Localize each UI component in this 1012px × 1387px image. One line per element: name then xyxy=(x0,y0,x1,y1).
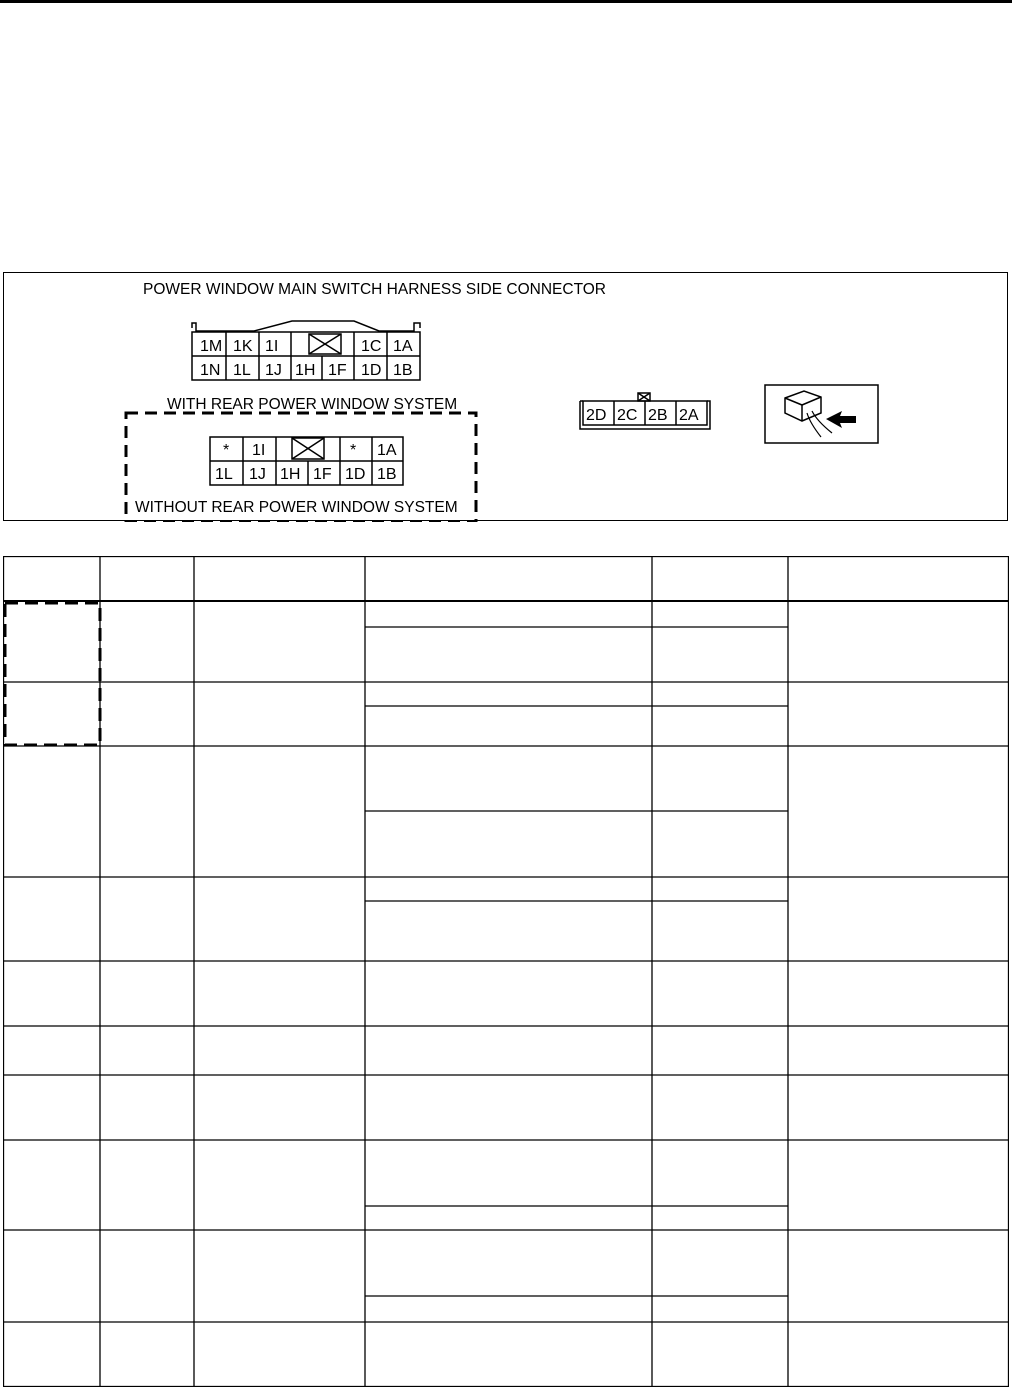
pin-label: 1M xyxy=(200,338,223,355)
pin-label: 1I xyxy=(252,442,266,459)
pin-label: 1H xyxy=(295,362,316,379)
with-rear-label: WITH REAR POWER WINDOW SYSTEM xyxy=(167,396,458,413)
connector-2-pin-labels xyxy=(586,407,699,424)
connector-probe-icon xyxy=(765,385,878,443)
pin-label: 1L xyxy=(215,466,233,483)
pin-label: 1I xyxy=(265,338,279,355)
pin-label: 1D xyxy=(345,466,366,483)
without-rear-label: WITHOUT REAR POWER WINDOW SYSTEM xyxy=(135,499,458,516)
pin-label: 2B xyxy=(648,407,668,424)
data-table xyxy=(3,556,1009,1387)
connector-diagram xyxy=(3,272,1008,521)
pin-label: 1C xyxy=(361,338,382,355)
pin-label: 1N xyxy=(200,362,221,379)
pin-label: 2C xyxy=(617,407,638,424)
pin-label: * xyxy=(223,442,230,459)
diagram-title: POWER WINDOW MAIN SWITCH HARNESS SIDE CONNECTOR xyxy=(143,281,607,298)
pin-label: 1B xyxy=(393,362,413,379)
pin-label: 1A xyxy=(393,338,413,355)
connector-diagram-svg xyxy=(4,273,1009,522)
page-top-rule xyxy=(0,0,1012,3)
pin-label: 1J xyxy=(265,362,282,379)
pin-label: 1A xyxy=(377,442,397,459)
with-rear-pin-labels xyxy=(200,338,413,379)
pin-label: 2A xyxy=(679,407,699,424)
pin-label: 2D xyxy=(586,407,607,424)
pin-label: 1K xyxy=(233,338,253,355)
data-table-grid xyxy=(3,556,1009,1387)
pin-label: 1L xyxy=(233,362,251,379)
pin-label: 1F xyxy=(313,466,332,483)
pin-label: 1B xyxy=(377,466,397,483)
pin-label: 1J xyxy=(249,466,266,483)
pin-label: 1H xyxy=(280,466,301,483)
dashed-highlight xyxy=(5,603,100,745)
pin-label: * xyxy=(350,442,357,459)
without-rear-connector xyxy=(210,437,403,485)
pin-label: 1F xyxy=(328,362,347,379)
pin-label: 1D xyxy=(361,362,382,379)
table-border xyxy=(4,557,1009,1387)
